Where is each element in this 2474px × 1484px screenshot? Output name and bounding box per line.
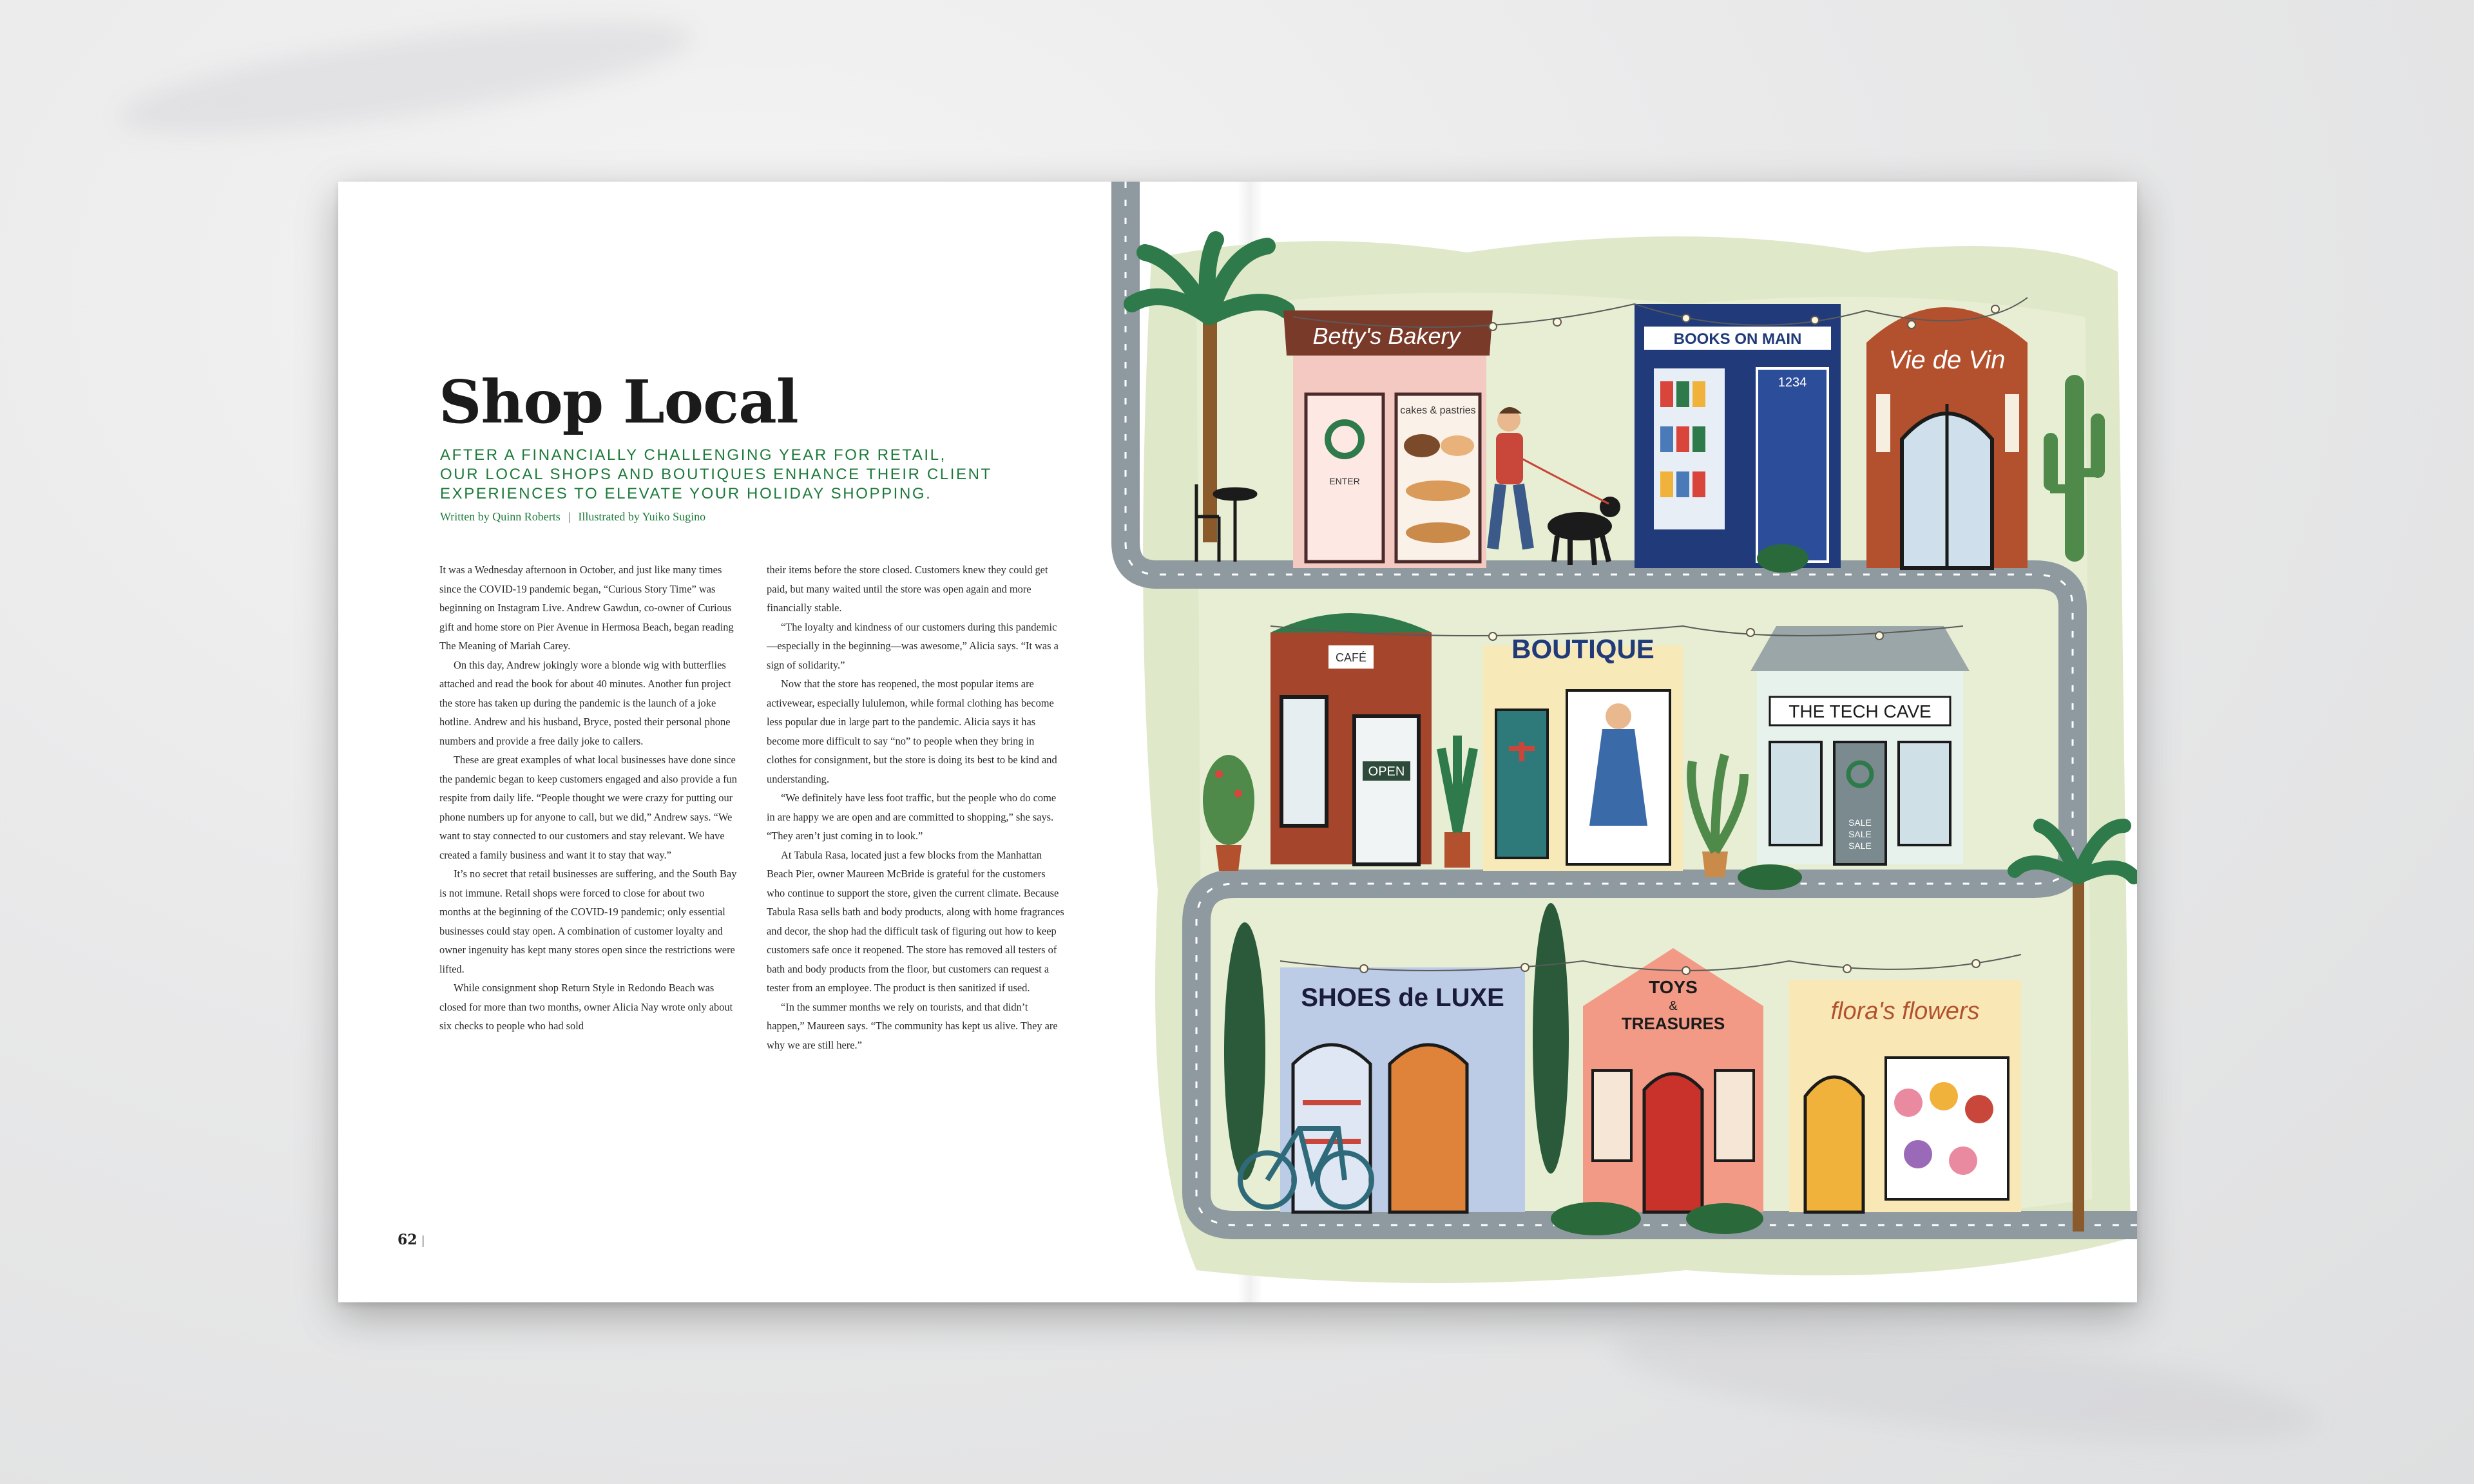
cypress-tree-icon bbox=[1224, 922, 1265, 1180]
books-address: 1234 bbox=[1778, 376, 1807, 390]
byline-illustrator: Illustrated by Yuiko Sugino bbox=[578, 510, 706, 523]
floras-flowers-storefront bbox=[1789, 980, 2021, 1212]
marble-texture bbox=[113, 0, 698, 156]
dek-line: EXPERIENCES TO ELEVATE YOUR HOLIDAY SHOPPING. bbox=[440, 485, 932, 502]
boutique-storefront bbox=[1483, 634, 1683, 871]
text-column-2 bbox=[767, 560, 1064, 1054]
toys-amp: & bbox=[1669, 999, 1678, 1013]
tech-cave-storefront bbox=[1750, 626, 1970, 864]
paragraph: It was a Wednesday afternoon in October, and just like many times since the COVID-19 pandemic began, “Curious Story Time” was beginning on Instagram Live. Andrew Gawdun, co-owner of Curious gift and home store on Pier Avenue in Hermosa Beach, began reading The Meaning of Mariah Carey. bbox=[439, 564, 734, 652]
sale-sign: SALE bbox=[1848, 817, 1872, 828]
cafe-sign: CAFÉ bbox=[1335, 651, 1367, 664]
byline bbox=[440, 510, 705, 524]
sale-sign: SALE bbox=[1848, 841, 1872, 851]
marble-texture bbox=[1608, 1303, 2323, 1467]
paragraph: “We definitely have less foot traffic, but the people who do come in are happy we are open and are committed to shopping,” she says. “They aren’t just coming in to look.” bbox=[767, 792, 1057, 842]
page-number-value: 62 bbox=[398, 1232, 417, 1248]
bettys-bakery-storefront bbox=[1283, 310, 1493, 568]
dek-line: OUR LOCAL SHOPS AND BOUTIQUES ENHANCE THEIR CLIENT bbox=[440, 466, 992, 483]
cafe-storefront bbox=[1271, 613, 1432, 864]
open-sign: OPEN bbox=[1368, 765, 1405, 779]
treasures-sign: TREASURES bbox=[1621, 1014, 1725, 1033]
byline-author: Written by Quinn Roberts bbox=[440, 510, 561, 523]
paragraph: “In the summer months we rely on tourists, and that didn’t happen,” Maureen says. “The community has kept us alive. They are why we are still here.” bbox=[767, 1000, 1058, 1051]
tech-sign: THE TECH CAVE bbox=[1788, 701, 1932, 721]
bakery-door-sign: ENTER bbox=[1329, 476, 1360, 486]
paragraph: These are great examples of what local businesses have done since the pandemic began to keep customers engaged and also provide a fun respite from daily life. “People thought we were crazy for putting our phone numbers up for anyone to call, but we did,” Andrew says. “We want to stay connected to our customers and stay relevant. We have created a family business and want it to stay that way.” bbox=[439, 754, 737, 861]
wine-sign: Vie de Vin bbox=[1888, 346, 2006, 374]
boutique-sign: BOUTIQUE bbox=[1511, 634, 1654, 664]
byline-separator: | bbox=[568, 510, 571, 523]
cypress-tree-icon bbox=[1533, 903, 1569, 1174]
flowers-sign: flora's flowers bbox=[1830, 998, 1980, 1025]
folio-bar: | bbox=[421, 1234, 425, 1248]
paragraph: On this day, Andrew jokingly wore a blonde wig with butterflies attached and read the book for about 40 minutes. Another fun project the store has taken up during the pandemic is the launch of a joke hotline. Andrew and his husband, Bryce, posted their personal phone numbers and provide a free daily joke to callers. bbox=[439, 658, 731, 747]
paragraph: It’s no secret that retail businesses are suffering, and the South Bay is not immune. Retail shops were forced to close for about two months at the beginning of the COVID-19 pandemic; only essential businesses could stay open. A combination of customer loyalty and owner ingenuity has kept many stores open since the restrictions were lifted. bbox=[439, 868, 737, 975]
paragraph: At Tabula Rasa, located just a few blocks from the Manhattan Beach Pier, owner Maureen McBride is grateful for the customers who continue to support the store, given the current climate. Because Tabula Rasa sells bath and body products, along with home fragrances and decor, the shop had the difficult task of figuring out how to keep customers safe once it reopened. The store has removed all testers of bath and body products from the floor, but customers can request a tester from an employee. The product is then sanitized if used. bbox=[767, 848, 1064, 994]
article-title: Shop Local bbox=[439, 367, 798, 437]
text-column-1 bbox=[439, 560, 737, 1036]
paragraph: While consignment shop Return Style in Redondo Beach was closed for more than two months, owner Alicia Nay wrote only about six checks to people who had sold bbox=[439, 982, 733, 1032]
main-street-illustration bbox=[1106, 182, 2137, 1302]
paragraph: their items before the store closed. Customers knew they could get paid, but many waited until the store was open again and more financially stable. bbox=[767, 564, 1048, 614]
vie-de-vin-storefront bbox=[1866, 307, 2028, 568]
sale-sign: SALE bbox=[1848, 829, 1872, 839]
bakery-sign: Betty's Bakery bbox=[1312, 323, 1461, 349]
page-number bbox=[398, 1232, 425, 1248]
dek-line: AFTER A FINANCIALLY CHALLENGING YEAR FOR RETAIL, bbox=[440, 446, 946, 464]
paragraph: Now that the store has reopened, the most popular items are activewear, especially lululemon, while formal clothing has become less popular due in large part to the pandemic. Alicia says it has become more difficult to say “no” to people when they bring in clothes for consignment, but the store is doing its best to be kind and understanding. bbox=[767, 678, 1057, 785]
paragraph: “The loyalty and kindness of our customers during this pandemic—especially in the beginning—was awesome,” Alicia says. “It was a sign of solidarity.” bbox=[767, 620, 1059, 671]
bakery-window-sign: cakes & pastries bbox=[1400, 405, 1476, 416]
article-dek bbox=[440, 446, 994, 504]
magazine-spread bbox=[338, 182, 2137, 1302]
books-on-main-storefront bbox=[1635, 304, 1841, 568]
books-sign: BOOKS ON MAIN bbox=[1673, 330, 1802, 348]
toys-sign: TOYS bbox=[1649, 977, 1698, 997]
shoes-sign: SHOES de LUXE bbox=[1301, 984, 1504, 1012]
